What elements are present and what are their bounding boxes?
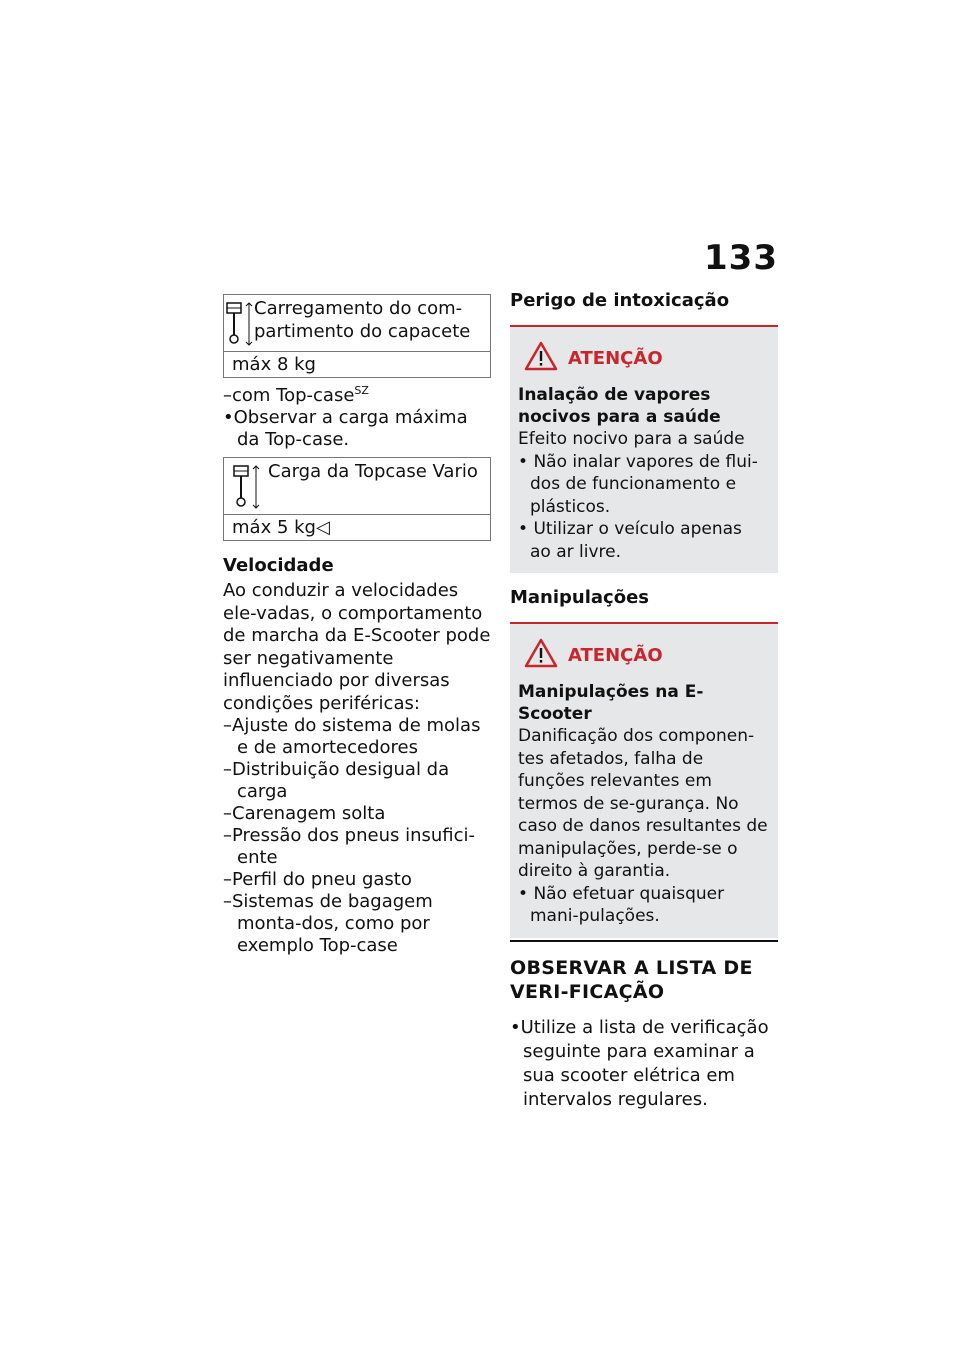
superscript-mark: SZ bbox=[354, 384, 369, 397]
paragraph: Ao conduzir a velocidades ele-vadas, o comportamento de marcha da E-Scooter pode ser negativamente influenciado por diversas condições periféricas: bbox=[223, 580, 491, 714]
list-item: –Sistemas de bagagem monta-dos, como por exemplo Top-case bbox=[223, 891, 433, 956]
list-item-text: Carenagem solta bbox=[232, 803, 386, 824]
section-heading: Manipulações bbox=[510, 587, 650, 608]
list-item-text: Sistemas de bagagem monta-dos, como por exemplo Top-case bbox=[232, 891, 433, 956]
list-item-text: Utilizar o veículo apenas ao ar livre. bbox=[530, 519, 742, 562]
list-item-text: Pressão dos pneus insufici-ente bbox=[232, 825, 476, 868]
page-number: 133 bbox=[704, 238, 778, 278]
warning-text: Efeito nocivo para a saúde bbox=[518, 429, 745, 449]
spec-label: Carregamento do com-partimento do capacete bbox=[254, 298, 471, 342]
list-item-text: com Top-case bbox=[232, 385, 355, 406]
right-column bbox=[510, 290, 778, 1112]
list-item-text: Não efetuar quaisquer mani-pulações. bbox=[530, 883, 725, 926]
list-item: –Perfil do pneu gasto bbox=[223, 869, 412, 890]
section-heading: Velocidade bbox=[223, 555, 334, 576]
section-heading: OBSERVAR A LISTA DE VERI-FICAÇÃO bbox=[510, 956, 753, 1003]
warning-title: ATENÇÃO bbox=[568, 645, 663, 666]
spec-box-header bbox=[224, 458, 490, 515]
warning-subtitle: Inalação de vapores nocivos para a saúde bbox=[518, 385, 721, 427]
list-item-text: Observar a carga máxima da Top-case. bbox=[233, 407, 468, 450]
list-item: •Utilize a lista de verificação seguinte para examinar a sua scooter elétrica em intervalos regulares. bbox=[510, 1016, 769, 1110]
list-item-text: Distribuição desigual da carga bbox=[232, 759, 450, 802]
warning-header bbox=[518, 638, 768, 673]
section-heading: Perigo de intoxicação bbox=[510, 290, 730, 311]
list-item: –Ajuste do sistema de molas e de amortecedores bbox=[223, 715, 481, 758]
list-item: • Não efetuar quaisquer mani-pulações. bbox=[518, 883, 725, 926]
warning-triangle-icon bbox=[524, 341, 558, 376]
list-item: –Carenagem solta bbox=[223, 803, 386, 824]
list-item: –com Top-case$^{SZ}$ bbox=[223, 384, 369, 406]
warning-subtitle: Manipulações na E-Scooter bbox=[518, 682, 704, 724]
load-weight-icon bbox=[224, 295, 254, 351]
warning-box bbox=[510, 624, 778, 938]
spec-value: máx 5 kg◁ bbox=[232, 517, 330, 538]
spec-box-helmet bbox=[223, 294, 491, 378]
list-item-text: Ajuste do sistema de molas e de amortecedores bbox=[232, 715, 481, 758]
list-item: • Não inalar vapores de flui-dos de funcionamento e plásticos. bbox=[518, 451, 758, 517]
spec-label: Carga da Topcase Vario bbox=[268, 461, 478, 482]
list-item-text: Utilize a lista de verificação seguinte para examinar a sua scooter elétrica em intervalos regulares. bbox=[520, 1016, 769, 1110]
divider bbox=[510, 940, 778, 942]
warning-text: Danificação dos componen-tes afetados, falha de funções relevantes em termos de se-gurança. No caso de danos resultantes de manipulações, perde-se o direito à garantia. bbox=[518, 726, 768, 881]
list-item: –Distribuição desigual da carga bbox=[223, 759, 450, 802]
warning-title: ATENÇÃO bbox=[568, 348, 663, 369]
warning-header bbox=[518, 341, 768, 376]
list-item: • Utilizar o veículo apenas ao ar livre. bbox=[518, 519, 742, 562]
warning-box bbox=[510, 327, 778, 573]
list-item-text: Perfil do pneu gasto bbox=[232, 869, 412, 890]
warning-triangle-icon bbox=[524, 638, 558, 673]
list-item: •Observar a carga máxima da Top-case. bbox=[223, 407, 468, 450]
load-weight-icon bbox=[224, 458, 268, 514]
list-item-text: Não inalar vapores de flui-dos de funcionamento e plásticos. bbox=[530, 451, 758, 517]
list-item: –Pressão dos pneus insufici-ente bbox=[223, 825, 476, 868]
spec-box-header bbox=[224, 295, 490, 352]
spec-value: máx 8 kg bbox=[232, 354, 316, 375]
spec-box-topcase bbox=[223, 457, 491, 541]
left-column bbox=[223, 294, 491, 957]
